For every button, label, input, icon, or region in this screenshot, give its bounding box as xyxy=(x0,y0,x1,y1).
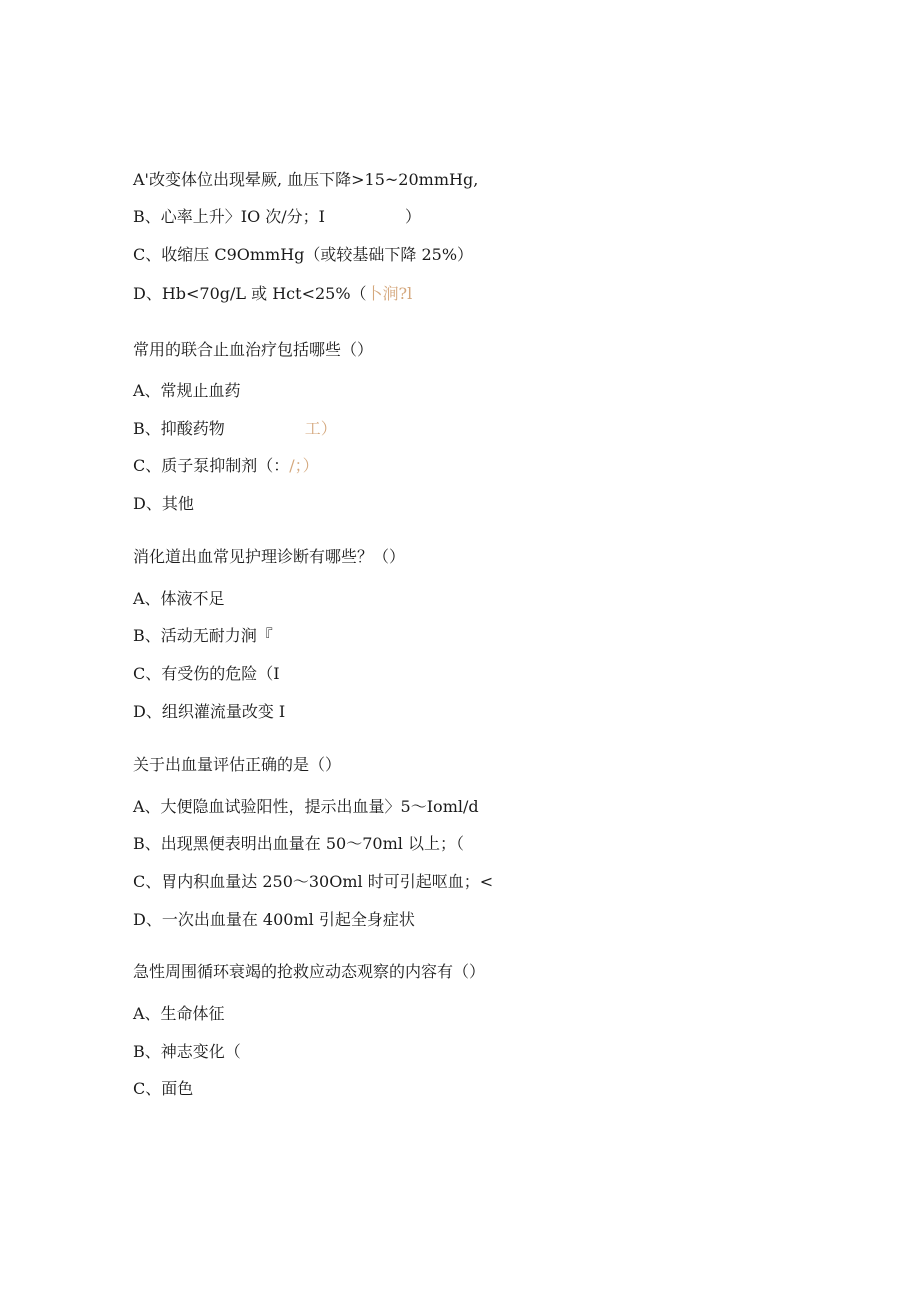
option-line: C、面色 xyxy=(133,1079,194,1098)
option-line: B、活动无耐力涧『 xyxy=(133,626,273,645)
option-line: C、质子泵抑制剂（：/；） xyxy=(133,456,319,475)
option-line: D、一次出血量在 400ml 引起全身症状 xyxy=(133,910,415,929)
option-line: D、组织灌流量改变 I xyxy=(133,702,286,721)
option-line: A、体液不足 xyxy=(133,589,225,608)
question-line: 常用的联合止血治疗包括哪些（） xyxy=(133,340,374,359)
option-line: B、神志变化（ xyxy=(133,1042,241,1061)
option-line: A、大便隐血试验阳性，提示出血量〉5～Ioml/d xyxy=(133,797,479,816)
question-line: 关于出血量评估正确的是（） xyxy=(133,755,342,774)
question-line: 消化道出血常见护理诊断有哪些？（） xyxy=(133,547,406,566)
option-line: A'改变体位出现晕厥, 血压下降>15~20mmHg, xyxy=(133,170,479,189)
option-line: C、有受伤的危险（I xyxy=(133,664,280,683)
option-line: C、收缩压 C9OmmHg（或较基础下降 25%） xyxy=(133,245,474,264)
option-line: A、常规止血药 xyxy=(133,381,241,400)
option-line: D、Hb<70g/L 或 Hct<25%（卜涧?l xyxy=(133,284,413,303)
option-line: B、心率上升〉IO 次/分；I ） xyxy=(133,207,421,226)
option-line: A、生命体征 xyxy=(133,1004,225,1023)
option-line: B、抑酸药物 工） xyxy=(133,419,337,438)
question-line: 急性周围循环衰竭的抢救应动态观察的内容有（） xyxy=(133,962,486,981)
option-line: C、胃内积血量达 250～30Oml 时可引起呕血；< xyxy=(133,872,494,891)
option-line: D、其他 xyxy=(133,494,194,513)
option-line: B、出现黑便表明出血量在 50～70ml 以上；（ xyxy=(133,834,464,853)
